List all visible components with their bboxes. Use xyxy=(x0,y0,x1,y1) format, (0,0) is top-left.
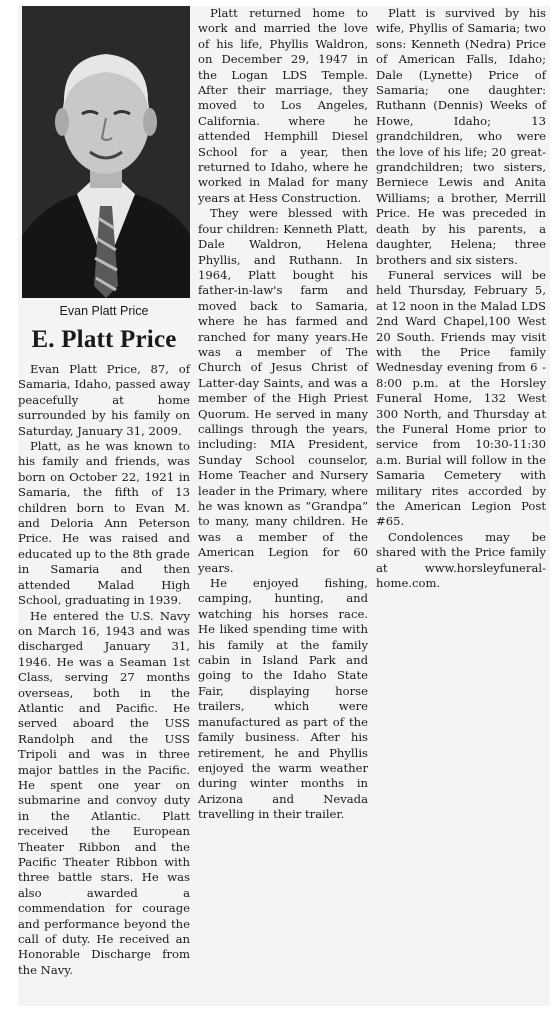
paragraph: He entered the U.S. Navy on March 16, 1943 and was discharged January 31, 1946. He was a Seaman 1st Class, serving 27 months overseas, both in the Atlantic and Pacific. He served aboard the USS Randolph and the USS Tripoli and was in three major battles in the Pacific. He spent one year on submarine and convoy duty in the Atlantic. Platt received the European Theater Ribbon and the Pacific Theater Ribbon with three battle stars. He was also awarded a commendation for courage and performance beyond the call of duty. He received an Honorable Discharge from the Navy. xyxy=(18,608,190,977)
paragraph: Platt returned home to work and married the love of his life, Phyllis Waldron, on December 29, 1947 in the Logan LDS Temple. After their marriage, they moved to Los Angeles, California. where he attended Hemphill Diesel School for a year, then returned to Idaho, where he worked in Malad for many years at Hess Construction. xyxy=(198,6,368,205)
obituary-clipping xyxy=(18,6,550,1006)
paragraph: They were blessed with four children: Kenneth Platt, Dale Waldron, Helena Phyllis, and Ruthann. In 1964, Platt bought his father-in-law's farm and moved back to Samaria, where he has farmed and ranched for many years.He was a member of The Church of Jesus Christ of Latter-day Saints, and was a member of the High Priest Quorum. He served in many callings through the years, including: MIA President, Sunday School counselor, Home Teacher and Nursery leader in the Primary, where he was known as “Grandpa” to many, many children. He was a member of the American Legion for 60 years. xyxy=(198,206,368,575)
column-2 xyxy=(198,6,368,823)
paragraph: Evan Platt Price, 87, of Samaria, Idaho, passed away peacefully at home surrounded by his family on Saturday, January 31, 2009. xyxy=(18,362,190,438)
paragraph: Funeral services will be held Thursday, February 5, at 12 noon in the Malad LDS 2nd Ward Chapel,100 West 20 South. Friends may visit with the Price family Wednesday evening from 6 - 8:00 p.m. at the Horsley Funeral Home, 132 West 300 North, and Thursday at the Funeral Home prior to service from 10:30-11:30 a.m. Burial will follow in the Samaria Cemetery with military rites accorded by the American Legion Post #65. xyxy=(376,267,546,529)
portrait-photo xyxy=(22,6,190,298)
portrait-image xyxy=(22,6,190,298)
column-1 xyxy=(18,6,190,978)
paragraph: Condolences may be shared with the Price family at www.horsleyfuneral-home.com. xyxy=(376,529,546,591)
paragraph: He enjoyed fishing, camping, hunting, and watching his horses race. He liked spending time with his family at the family cabin in Island Park and going to the Idaho State Fair, displaying horse trailers, which were manufactured as part of the family business. After his retirement, he and Phyllis enjoyed the warm weather during winter months in Arizona and Nevada travelling in their trailer. xyxy=(198,576,368,822)
obituary-headline: E. Platt Price xyxy=(31,326,177,353)
paragraph: Platt, as he was known to his family and friends, was born on October 22, 1921 in Samaria, the fifth of 13 children born to Evan M. and Deloria Ann Peterson Price. He was raised and educated up to the 8th grade in Samaria and then attended Malad High School, graduating in 1939. xyxy=(18,439,190,608)
photo-caption: Evan Platt Price xyxy=(59,304,149,318)
column-3 xyxy=(376,6,546,591)
paragraph: Platt is survived by his wife, Phyllis of Samaria; two sons: Kenneth (Nedra) Price of American Falls, Idaho; Dale (Lynette) Price of Samaria; one daughter: Ruthann (Dennis) Weeks of Howe, Idaho; 13 grandchildren, who were the love of his life; 20 great-grandchildren; two sisters, Berniece Lewis and Anita Williams; a brother, Merrill Price. He was preceded in death by his parents, a daughter, Helena; three brothers and six sisters. xyxy=(376,6,546,267)
